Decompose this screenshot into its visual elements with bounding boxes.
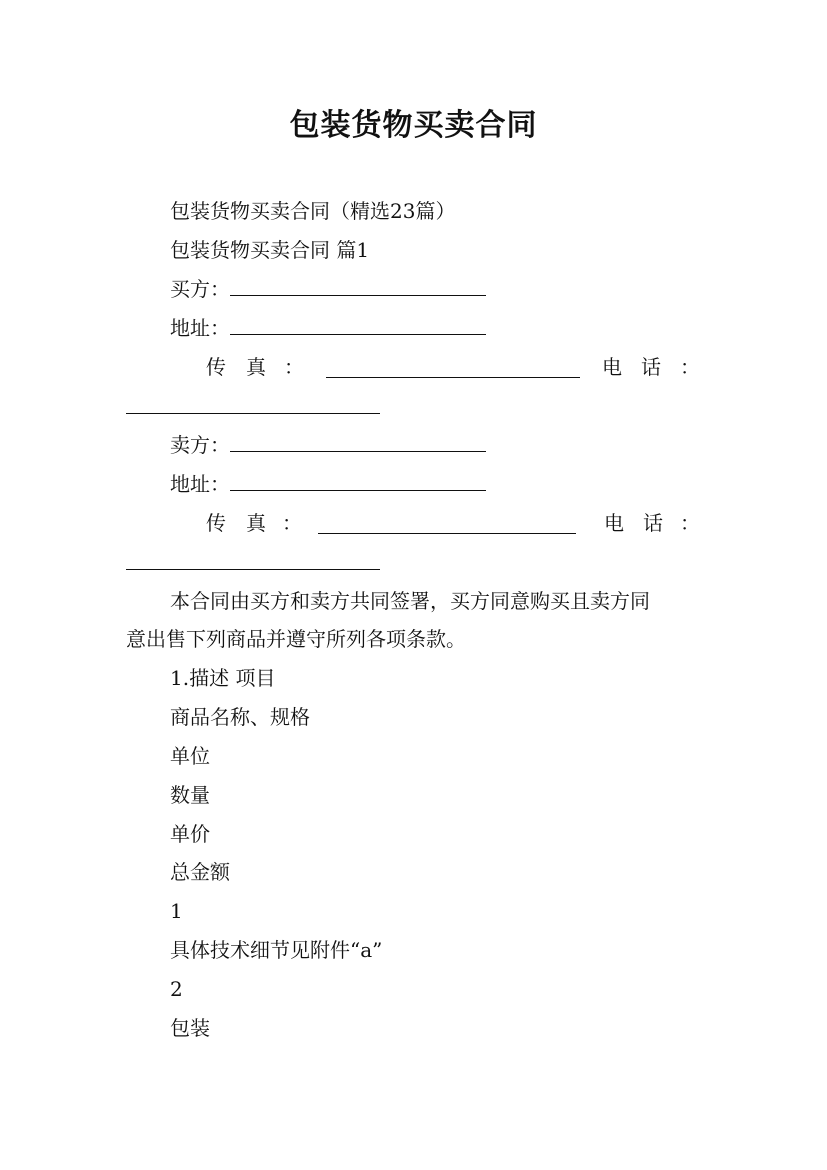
buyer-fax-char-3: ： — [284, 355, 304, 379]
seller-fax-char-3: ： — [282, 511, 302, 535]
list-item: 单位 — [170, 744, 210, 768]
seller-name-blank — [230, 431, 486, 452]
buyer-row — [170, 275, 486, 303]
list-item: 2 — [170, 977, 183, 1001]
seller-fax-blank — [318, 513, 576, 534]
list-item: 具体技术细节见附件“a” — [170, 938, 383, 962]
seller-phone-char-2: 话 — [643, 511, 663, 535]
list-item: 数量 — [170, 783, 210, 807]
buyer-phone-char-2: 话 — [641, 355, 661, 379]
seller-phone-blank — [126, 549, 380, 570]
buyer-address-label: 地址： — [170, 316, 230, 340]
seller-phone-char-1: 电 — [604, 511, 624, 535]
list-item: 总金额 — [170, 860, 230, 884]
seller-address-label: 地址： — [170, 472, 230, 496]
document-title: 包装货物买卖合同 — [289, 108, 538, 143]
buyer-address-blank — [230, 314, 486, 335]
agreement-line-2: 意出售下列商品并遵守所列各项条款。 — [126, 627, 466, 651]
buyer-fax-char-2: 真 — [246, 355, 266, 379]
seller-address-blank — [230, 470, 486, 491]
buyer-address-row — [170, 314, 486, 342]
seller-fax-char-1: 传 — [206, 511, 226, 535]
list-item: 包装 — [170, 1016, 210, 1040]
buyer-label: 买方： — [170, 277, 230, 301]
seller-phone-char-3: ： — [680, 511, 700, 535]
buyer-phone-blank — [126, 393, 380, 414]
seller-fax-char-2: 真 — [246, 511, 266, 535]
buyer-phone-char-1: 电 — [602, 355, 622, 379]
seller-label: 卖方： — [170, 433, 230, 457]
seller-row — [170, 431, 486, 459]
buyer-phone-char-3: ： — [680, 355, 700, 379]
buyer-fax-blank — [326, 357, 580, 378]
list-item: 1 — [170, 899, 183, 923]
list-item: 单价 — [170, 822, 210, 846]
agreement-line-1: 本合同由买方和卖方共同签署，买方同意购买且卖方同 — [170, 589, 650, 613]
list-item: 1.描述 项目 — [170, 666, 276, 690]
intro-line-2: 包装货物买卖合同 篇1 — [170, 238, 370, 262]
list-item: 商品名称、规格 — [170, 705, 310, 729]
intro-line-1: 包装货物买卖合同（精选23篇） — [170, 199, 456, 223]
seller-address-row — [170, 470, 486, 498]
buyer-name-blank — [230, 275, 486, 296]
buyer-fax-char-1: 传 — [206, 355, 226, 379]
